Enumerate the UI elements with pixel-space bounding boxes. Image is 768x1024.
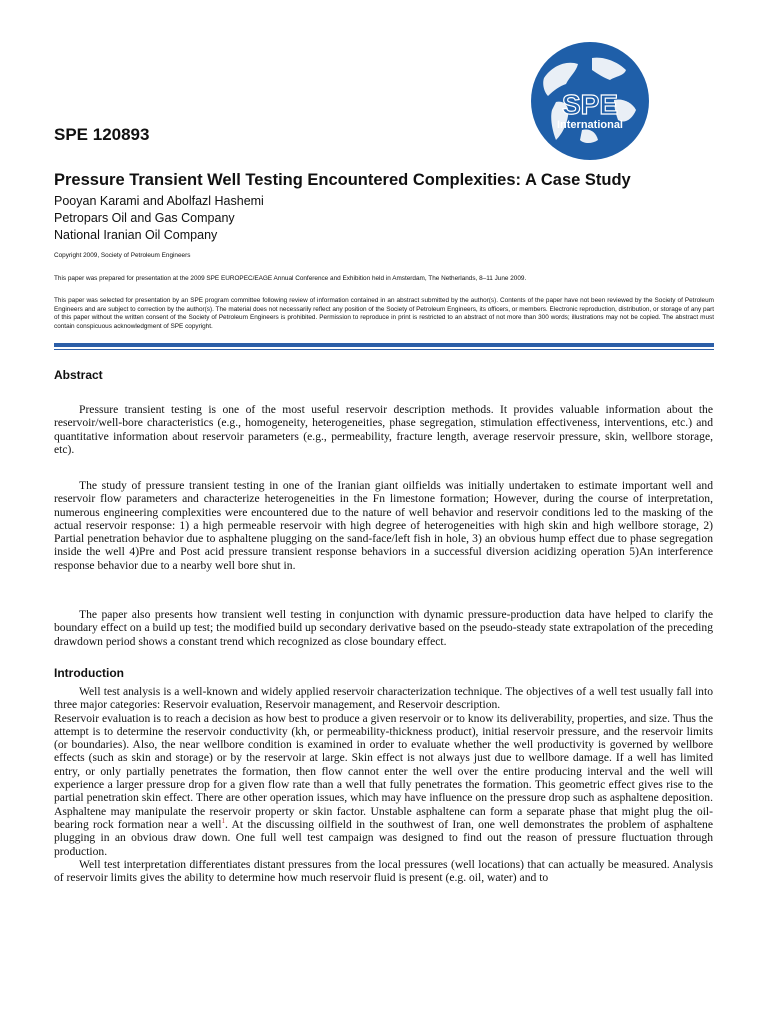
abstract-heading: Abstract [54,368,103,382]
author-names: Pooyan Karami and Abolfazl Hashemi [54,194,264,208]
header-divider-thick [54,343,714,347]
paper-id: SPE 120893 [54,125,150,144]
introduction-body [54,685,713,884]
affiliation-1: Petropars Oil and Gas Company [54,211,235,225]
author-block [54,193,264,244]
introduction-paragraph: Well test interpretation differentiates distant pressures from the local pressures (well locations) that can actually be measured. Analysis of reservoir limits gives the ability to determine how much reservoir fluid is present (e.g. oil, water) and to [54,857,713,885]
review-notice: This paper was selected for presentation by an SPE program committee following review of information contained in an abstract submitted by the author(s). Contents of the paper have not been reviewed by the Society of Petroleum Engineers and are subject to correction by the author(s). The material does not necessarily reflect any position of the Society of Petroleum Engineers, its officers, or members. Electronic reproduction, distribution, or storage of any part of this paper without the written consent of the Society of Petroleum Engineers is prohibited. Permission to reproduce in print is restricted to an abstract of not more than 300 words; illustrations may not be copied. The abstract must contain conspicuous acknowledgment of SPE copyright. [54,297,714,330]
introduction-text: Reservoir evaluation is to reach a decision as how best to produce a given reservoir or to know its deliverability, properties, and size. Thus the attempt is to determine the reservoir conductivity (kh, or permeability-thickness product), initial reservoir pressure, and the reservoir limits (or boundaries). Also, the near wellbore condition is examined in order to evaluate whether the well productivity is governed by wellbore effects (such as skin and storage) or by the reservoir at large. Skin effect is not always just due to wellbore damage. If a well has limited entry, or only partially penetrates the formation, then flow cannot enter the well over the entire producing interval and the well will experience a larger pressure drop for a given flow rate than a well that fully penetrates the formation. This geometric effect gives rise to the partial penetration skin effect. There are other operation issues, which may have influence on the pressure drop such as asphaltene deposition. Asphaltene may manipulate the reservoir property or skin factor. Unstable asphaltene can form a separate phase that might plug the oil-bearing rock formation near a well [54,711,713,831]
affiliation-2: National Iranian Oil Company [54,228,218,242]
logo-brand: SPE [561,89,619,120]
spe-international-logo [526,40,654,162]
abstract-paragraph: The paper also presents how transient well testing in conjunction with dynamic pressure-production data have helped to clarify the boundary effect on a build up test; the modified build up secondary derivative based on the pseudo-steady state extrapolation of the preceding drawdown period shows a constant trend which recognized as close boundary effect. [54,608,713,648]
introduction-paragraph: Well test analysis is a well-known and widely applied reservoir characterization technique. The objectives of a well test usually fall into three major categories: Reservoir evaluation, Reservoir management, and Reservoir description. [54,685,713,712]
copyright-notice: Copyright 2009, Society of Petroleum Engineers [54,252,191,259]
logo-subtitle: International [556,119,624,131]
abstract-paragraph: Pressure transient testing is one of the most useful reservoir description methods. It provides valuable information about the reservoir/well-bore characteristics (e.g., homogeneity, heterogeneities, phase segregation, stimulation effectiveness, interventions, etc.) and quantitative information about reservoir parameters (e.g., permeability, fracture length, average reservoir pressure, skin, wellbore storage, etc). [54,403,713,456]
introduction-text: . At the discussing oilfield in the southwest of Iran, one well demonstrates the problem of asphaltene plugging in an obvious draw down. One full well test campaign was designed to find out the reason of pressure fluctuation through production. [54,817,713,858]
header-divider-thin [54,349,714,350]
introduction-heading: Introduction [54,666,124,680]
presentation-notice: This paper was prepared for presentation at the 2009 SPE EUROPEC/EAGE Annual Conference and Exhibition held in Amsterdam, The Netherlands, 8–11 June 2009. [54,275,527,282]
reference-marker[interactable]: 1 [221,817,225,826]
paper-title: Pressure Transient Well Testing Encountered Complexities: A Case Study [54,171,631,189]
abstract-paragraph: The study of pressure transient testing in one of the Iranian giant oilfields was initially undertaken to estimate important well and reservoir flow parameters and characterize heterogeneities in the Fn limestone formation; However, during the course of interpretation, numerous engineering complexities were encountered due to the nature of well behavior and reservoir conditions led to the masking of the actual reservoir response: 1) a high permeable reservoir with high degree of heterogeneities with high skin and high wellbore storage, 2) Partial penetration behavior due to asphaltene plugging on the sand-face/left fish in hole, 3) an obvious hump effect due to phase segregation inside the well 4)Pre and Post acid pressure transient response behaviors in a successful diversion acidizing operation 5)An interference response behavior due to a nearby well bore shut in. [54,479,713,572]
introduction-paragraph [54,712,713,858]
